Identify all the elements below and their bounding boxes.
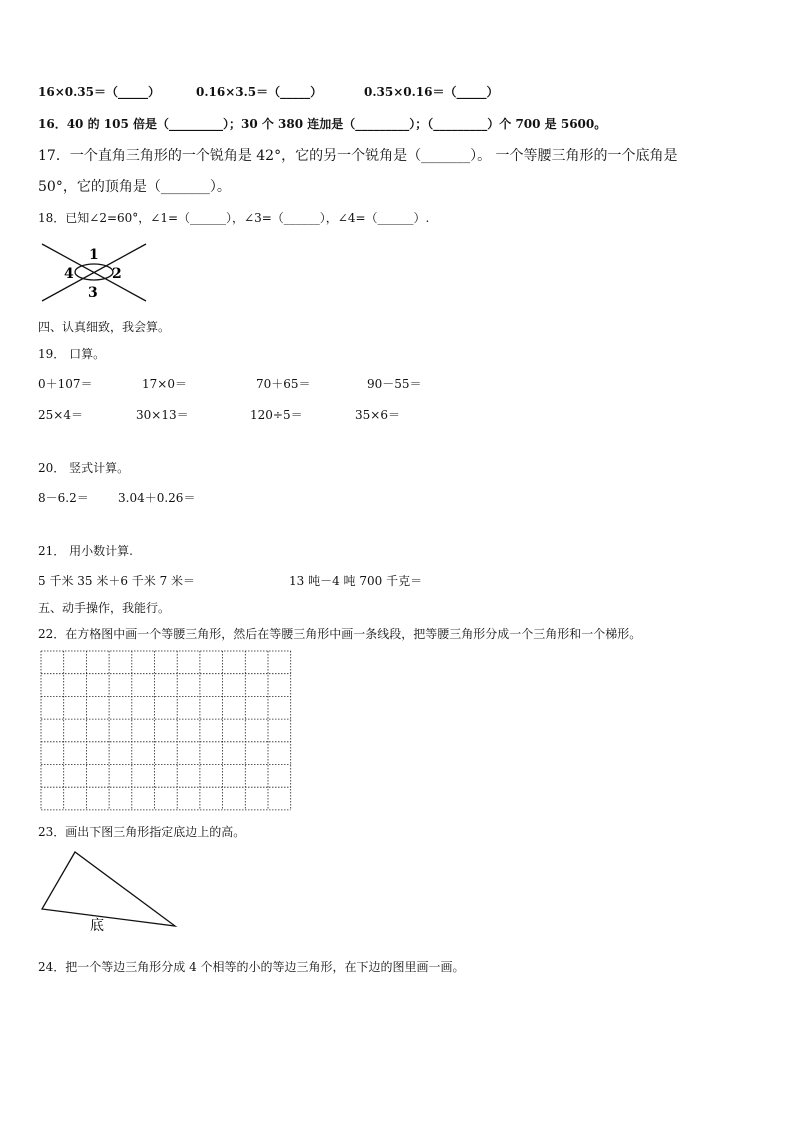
q17-line2: 50°，它的顶角是（_______）。 <box>38 179 231 195</box>
angle-label-3: 3 <box>88 285 98 301</box>
base-label: 底 <box>90 918 104 934</box>
section-5-heading: 五、动手操作，我能行。 <box>38 601 171 615</box>
q22-text: 22．在方格图中画一个等腰三角形，然后在等腰三角形中画一条线段，把等腰三角形分成一个三角形和一个梯形。 <box>38 627 642 641</box>
q21-item-1: 5 千米 35 米＋6 千米 7 米＝ <box>38 574 196 588</box>
q19-r1-c3: 70＋65＝ <box>256 377 311 391</box>
section-4-heading: 四、认真细致，我会算。 <box>38 320 171 334</box>
q23-text: 23．画出下图三角形指定底边上的高。 <box>38 825 246 839</box>
triangle-figure <box>38 848 183 938</box>
q20-title: 20． 竖式计算。 <box>38 461 130 475</box>
q21-title: 21． 用小数计算. <box>38 544 133 558</box>
q15-item-3: 0.35×0.16＝（_____） <box>364 85 499 99</box>
q19-r2-c1: 25×4＝ <box>38 408 83 422</box>
q19-r2-c2: 30×13＝ <box>136 408 189 422</box>
q19-r2-c3: 120÷5＝ <box>250 408 303 422</box>
q16-text: 16．40 的 105 倍是（_________）；30 个 380 连加是（_________）；（_________）个 700 是 5600。 <box>38 117 607 131</box>
q19-title: 19． 口算。 <box>38 347 106 361</box>
q19-r1-c1: 0＋107＝ <box>38 377 93 391</box>
triangle-shape <box>42 852 175 926</box>
angle-label-2: 2 <box>112 266 122 282</box>
q15-item-2: 0.16×3.5＝（_____） <box>196 85 323 99</box>
square-grid[interactable] <box>40 650 293 816</box>
intersecting-lines-figure <box>38 240 153 305</box>
q17-line1: 17．一个直角三角形的一个锐角是 42°，它的另一个锐角是（_______）。 一个等腰三角形的一个底角是 <box>38 148 678 164</box>
q20-item-2: 3.04＋0.26＝ <box>118 491 196 505</box>
angle-label-4: 4 <box>64 266 74 282</box>
q19-r1-c4: 90－55＝ <box>367 377 422 391</box>
q20-item-1: 8－6.2＝ <box>38 491 89 505</box>
q24-text: 24．把一个等边三角形分成 4 个相等的小的等边三角形，在下边的图里画一画。 <box>38 960 465 974</box>
angle-label-1: 1 <box>89 247 99 263</box>
q19-r2-c4: 35×6＝ <box>355 408 400 422</box>
q15-item-1: 16×0.35＝（_____） <box>38 85 160 99</box>
q19-r1-c2: 17×0＝ <box>142 377 187 391</box>
q21-item-2: 13 吨－4 吨 700 千克＝ <box>289 574 423 588</box>
q18-text: 18．已知∠2=60°，∠1=（______），∠3=（______），∠4=（______）. <box>38 211 430 225</box>
